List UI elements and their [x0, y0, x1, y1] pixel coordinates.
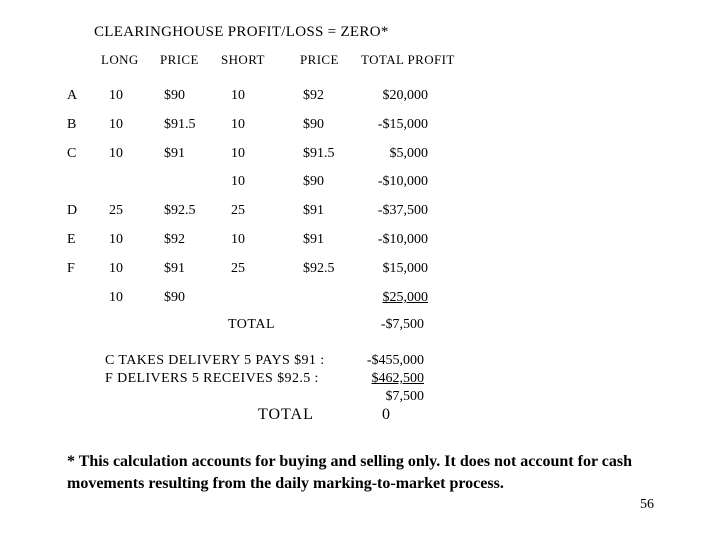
row-short-price: $90: [303, 174, 324, 189]
row-short-qty: 10: [231, 88, 245, 103]
row-long-price: $92.5: [164, 203, 196, 218]
grand-total-value: 0: [382, 406, 391, 423]
row-short-price: $91: [303, 232, 324, 247]
subtotal-value: -$7,500: [380, 317, 424, 332]
header-short: SHORT: [221, 52, 265, 67]
delivery-line-c: C TAKES DELIVERY 5 PAYS $91 :: [105, 353, 325, 368]
footnote: * This calculation accounts for buying and selling only. It does not account for cash movements resulting from the daily marking-to-market process.: [67, 453, 632, 492]
row-profit: -$15,000: [377, 117, 428, 132]
row-profit: -$10,000: [377, 232, 428, 247]
row-long-price: $90: [164, 88, 185, 103]
row-short-qty: 10: [231, 117, 245, 132]
delivery-line-f: F DELIVERS 5 RECEIVES $92.5 :: [105, 371, 319, 386]
row-long-qty: 10: [109, 146, 123, 161]
row-profit: $25,000: [382, 290, 428, 305]
row-party: D: [67, 203, 78, 218]
row-long-price: $91: [164, 261, 185, 276]
grand-total-label: TOTAL: [258, 406, 314, 423]
row-party: B: [67, 117, 77, 132]
row-profit: $5,000: [389, 146, 428, 161]
row-profit: -$37,500: [377, 203, 428, 218]
header-long: LONG: [101, 52, 139, 67]
row-short-price: $92.5: [303, 261, 335, 276]
row-long-qty: 10: [109, 232, 123, 247]
subtotal-label: TOTAL: [228, 317, 276, 332]
row-long-price: $92: [164, 232, 185, 247]
row-profit: $20,000: [382, 88, 428, 103]
delivery-value-c: -$455,000: [366, 353, 424, 368]
row-short-qty: 10: [231, 232, 245, 247]
page-title: CLEARINGHOUSE PROFIT/LOSS = ZERO*: [94, 24, 389, 40]
header-short-price: PRICE: [300, 52, 339, 67]
row-party: F: [67, 261, 75, 276]
row-short-qty: 10: [231, 146, 245, 161]
page-number: 56: [640, 497, 654, 512]
row-long-qty: 10: [109, 290, 123, 305]
row-long-qty: 25: [109, 203, 123, 218]
row-long-price: $91: [164, 146, 185, 161]
row-profit: -$10,000: [377, 174, 428, 189]
row-short-price: $91.5: [303, 146, 335, 161]
delivery-value-f: $462,500: [371, 371, 424, 386]
row-short-qty: 25: [231, 203, 245, 218]
row-long-qty: 10: [109, 88, 123, 103]
row-short-price: $91: [303, 203, 324, 218]
row-party: C: [67, 146, 77, 161]
row-short-qty: 25: [231, 261, 245, 276]
row-long-qty: 10: [109, 117, 123, 132]
row-party: A: [67, 88, 78, 103]
header-long-price: PRICE: [160, 52, 199, 67]
row-party: E: [67, 232, 76, 247]
row-long-qty: 10: [109, 261, 123, 276]
row-short-qty: 10: [231, 174, 245, 189]
delivery-net-value: $7,500: [385, 389, 424, 404]
row-short-price: $92: [303, 88, 324, 103]
row-long-price: $91.5: [164, 117, 196, 132]
row-short-price: $90: [303, 117, 324, 132]
row-profit: $15,000: [382, 261, 428, 276]
header-total-profit: TOTAL PROFIT: [361, 52, 455, 67]
row-long-price: $90: [164, 290, 185, 305]
